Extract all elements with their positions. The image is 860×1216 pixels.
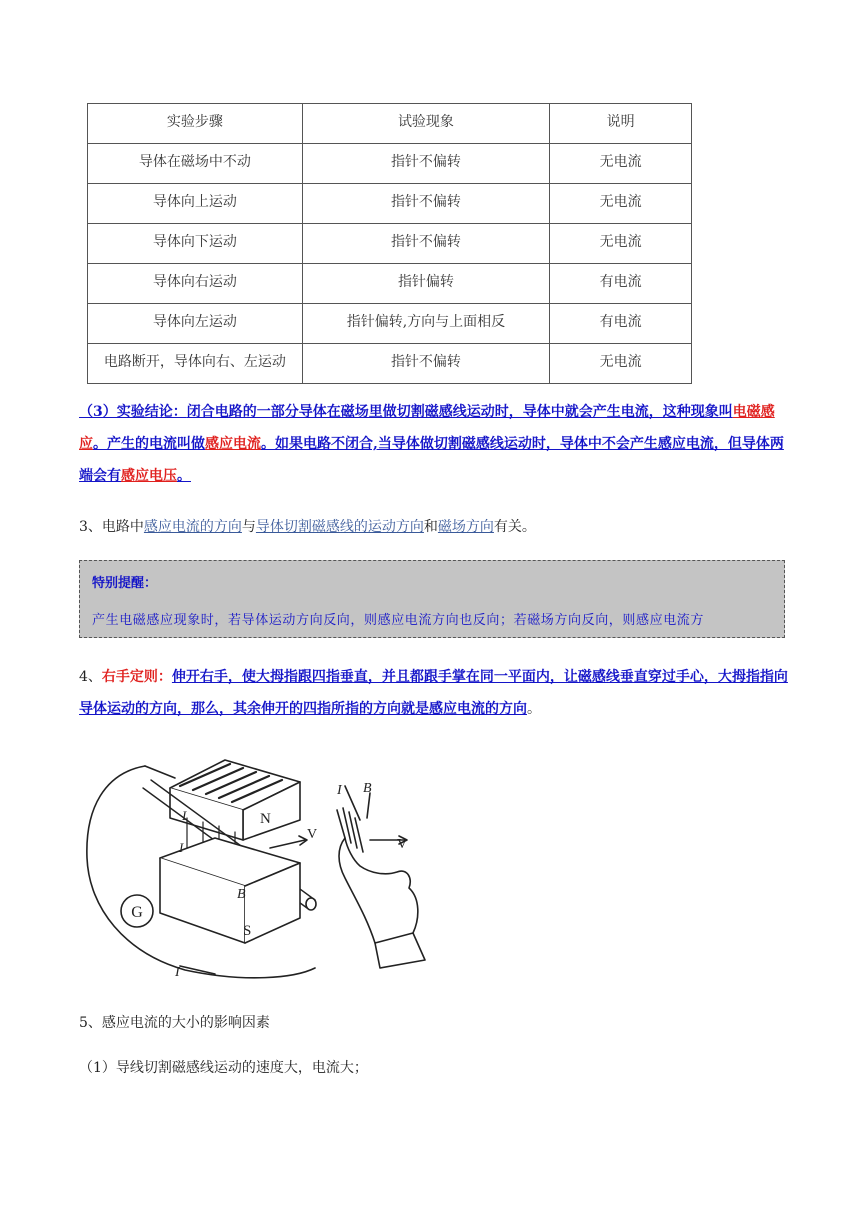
- special-reminder-box: [79, 560, 785, 638]
- conclusion-text: 。: [177, 468, 191, 484]
- field-label: B: [237, 887, 246, 902]
- hand-current-arrow: [345, 786, 360, 820]
- table-cell: 指针偏转,方向与上面相反: [302, 304, 550, 344]
- velocity-arrow: [270, 840, 305, 848]
- current-label-field: I: [179, 840, 184, 855]
- term-induced-current: 感应电流: [205, 436, 261, 452]
- item4-body: 伸开右手，使大拇指跟四指垂直，并且都跟手掌在同一平面内，让磁感线垂直穿过手心，大拇指指向导体运动的方向，那么，其余伸开的四指所指的方向就是感应电流的方向: [79, 669, 788, 717]
- hand-current-label: I: [337, 783, 342, 798]
- table-cell: 指针不偏转: [302, 144, 550, 184]
- hand-field-arrow: [367, 793, 370, 818]
- item3-text: 有关。: [493, 519, 536, 535]
- item4-colon: ：: [157, 669, 172, 685]
- link-current-direction[interactable]: 感应电流的方向: [143, 519, 242, 535]
- table-row: [88, 304, 692, 344]
- table-cell: 指针不偏转: [302, 344, 550, 384]
- conclusion-paragraph: [79, 396, 789, 492]
- table-row: [88, 344, 692, 384]
- galvanometer-label: G: [131, 904, 143, 921]
- table-cell: 导体向下运动: [88, 224, 303, 264]
- table-row: [88, 224, 692, 264]
- item5-title: 5、感应电流的大小的影响因素: [79, 1015, 270, 1031]
- header-cell: 实验步骤: [88, 104, 303, 144]
- table-cell: 无电流: [550, 184, 692, 224]
- reminder-title: 特别提醒：: [92, 576, 158, 591]
- north-label: N: [260, 811, 271, 827]
- right-hand-rule-figure: [75, 748, 455, 988]
- table-cell: 无电流: [550, 344, 692, 384]
- table-header-row: [88, 104, 692, 144]
- galvanometer-icon: [121, 895, 153, 927]
- hand-field-label: B: [363, 781, 372, 796]
- conclusion-prefix: （3）实验结论：: [79, 404, 187, 420]
- table-cell: 指针偏转: [302, 264, 550, 304]
- table-cell: 有电流: [550, 304, 692, 344]
- link-motion-direction[interactable]: 导体切割磁感线的运动方向: [255, 519, 424, 535]
- table-cell: 导体向左运动: [88, 304, 303, 344]
- south-label: S: [243, 923, 252, 939]
- term-electromagnetic-induction: 电磁感应: [79, 404, 775, 452]
- item3-text: 和: [423, 519, 438, 535]
- header-cell: 试验现象: [302, 104, 550, 144]
- table-cell: 指针不偏转: [302, 184, 550, 224]
- link-field-direction[interactable]: 磁场方向: [437, 519, 494, 535]
- table-cell: 导体向右运动: [88, 264, 303, 304]
- table-cell: 无电流: [550, 224, 692, 264]
- right-hand-icon: [336, 781, 425, 968]
- reminder-body: 产生电磁感应现象时，若导体运动方向反向，则感应电流方向也反向；若磁场方向反向，则感应电流方: [92, 613, 705, 628]
- item4-end: 。: [527, 701, 541, 717]
- current-label-bottom: I: [175, 965, 180, 980]
- table-cell: 无电流: [550, 144, 692, 184]
- table-cell: 导体向上运动: [88, 184, 303, 224]
- hand-velocity-label: V: [397, 837, 408, 852]
- table-row: [88, 144, 692, 184]
- item3-paragraph: [79, 511, 789, 543]
- table-cell: 指针不偏转: [302, 224, 550, 264]
- header-cell: 说明: [550, 104, 692, 144]
- conclusion-text: 闭合电路的一部分导体在磁场里做切割磁感线运动时，导体中就会产生电流，这种现象叫: [186, 404, 733, 420]
- table-cell: 电路断开，导体向右、左运动: [88, 344, 303, 384]
- north-magnet: [170, 760, 300, 840]
- conclusion-text: 。产生的电流叫做: [93, 436, 205, 452]
- table-row: [88, 264, 692, 304]
- conclusion-text: 。如果电路不闭合,当导体做切割磁感线运动时，导体中不会产生感应电流，但导体两端会有: [79, 436, 784, 484]
- velocity-label: V: [307, 827, 318, 842]
- term-induced-voltage: 感应电压: [121, 468, 177, 484]
- circuit-wire-top: [145, 766, 175, 778]
- item3-prefix: 3、电路中: [79, 519, 144, 535]
- item5-point1: （1）导线切割磁感线运动的速度大，电流大；: [79, 1060, 368, 1076]
- item4-prefix: 4、: [79, 669, 102, 685]
- table-cell: 导体在磁场中不动: [88, 144, 303, 184]
- term-right-hand-rule: 右手定则: [101, 669, 158, 685]
- table-row: [88, 184, 692, 224]
- table-cell: 有电流: [550, 264, 692, 304]
- item4-paragraph: [79, 661, 789, 725]
- experiment-table: [87, 103, 692, 384]
- current-label-rod: I: [182, 808, 187, 823]
- item3-text: 与: [241, 519, 256, 535]
